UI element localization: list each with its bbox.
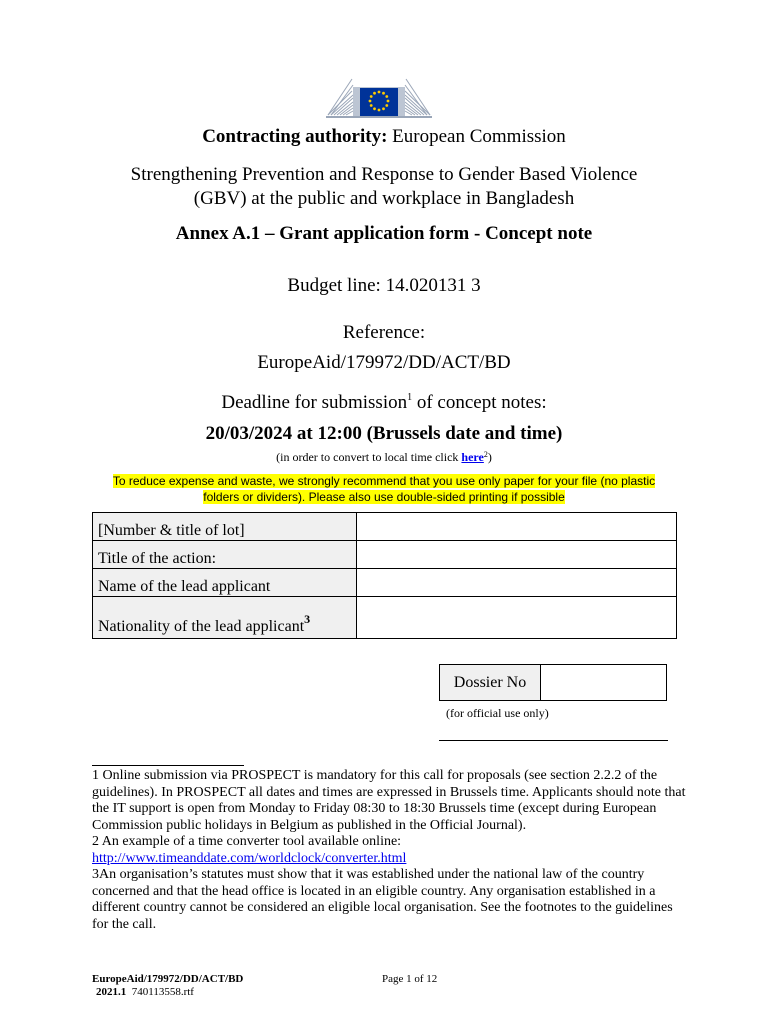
application-info-table [92, 512, 677, 639]
convert-here-link[interactable]: here [461, 450, 484, 464]
lot-field[interactable] [357, 513, 677, 541]
time-converter-link[interactable]: http://www.timeanddate.com/worldclock/converter.html [92, 850, 407, 866]
dossier-table [439, 664, 667, 701]
lead-applicant-label: Name of the lead applicant [93, 569, 357, 597]
time-convert-note [0, 450, 768, 465]
project-title-line2: (GBV) at the public and workplace in Bangladesh [193, 188, 575, 209]
lot-label: [Number & title of lot] [93, 513, 357, 541]
page-number: Page 1 of 12 [382, 973, 438, 985]
contracting-authority [0, 126, 768, 148]
footnote-ref-2[interactable]: 2 [483, 450, 488, 459]
european-commission-logo [326, 71, 432, 120]
nationality-field[interactable] [357, 597, 677, 639]
reference-value: EuropeAid/179972/DD/ACT/BD [257, 352, 511, 373]
contracting-label: Contracting authority: [202, 126, 388, 147]
budget-line: Budget line: 14.020131 3 [287, 275, 481, 296]
action-title-label: Title of the action: [93, 541, 357, 569]
table-row [93, 569, 677, 597]
deadline-label-pre: Deadline for submission [221, 392, 408, 413]
footnote-ref-3[interactable]: 3 [304, 612, 311, 626]
contracting-value: European Commission [392, 126, 566, 147]
table-row [440, 665, 667, 701]
footnote-1: 1 Online submission via PROSPECT is mandatory for this call for proposals (see section 2.2.2 of the guidelines). In PROSPECT all dates and times are expressed in Brussels time. Applicants should note that the IT support is open from Monday to Friday 08:30 to 18:30 Brussels time (except during European Commission public holidays in Belgium as published in the Official Journal). [92, 768, 686, 833]
reference [0, 318, 768, 378]
footnote-ref-1[interactable]: 1 [407, 392, 413, 403]
footnote-3: 3An organisation’s statutes must show that it was established under the national law of the country concerned and that the head office is located in an eligible country. Any organisation established in a different country cannot be considered an eligible local organisation. See the footnotes to the guidelines for the call. [92, 867, 673, 932]
convert-post: ) [487, 450, 492, 464]
lead-applicant-field[interactable] [357, 569, 677, 597]
footnotes [92, 768, 692, 933]
file-name: 740113558.rtf [131, 986, 194, 998]
footnote-separator [92, 765, 244, 766]
table-row [93, 597, 677, 639]
notice-line2: folders or dividers). Please also use double-sided printing if possible [203, 490, 565, 504]
footer-reference: EuropeAid/179972/DD/ACT/BD [92, 973, 244, 985]
deadline-value: 20/03/2024 at 12:00 (Brussels date and time) [205, 423, 563, 444]
table-row [93, 513, 677, 541]
nationality-label-cell [93, 597, 357, 639]
version: 2021.1 [96, 986, 127, 998]
project-title-line1: Strengthening Prevention and Response to Gender Based Violence [130, 164, 638, 185]
nationality-label: Nationality of the lead applicant [98, 618, 305, 635]
paper-notice [0, 473, 768, 505]
dossier-label: Dossier No [440, 665, 541, 701]
signature-line [439, 740, 668, 741]
reference-label: Reference: [342, 322, 426, 343]
notice-line1: To reduce expense and waste, we strongly recommend that you use only paper for your file (no plastic [112, 474, 656, 488]
action-title-field[interactable] [357, 541, 677, 569]
annex-title: Annex A.1 – Grant application form - Concept note [175, 223, 593, 244]
deadline-label [0, 392, 768, 414]
footer-version [96, 986, 194, 998]
deadline-label-post: of concept notes: [412, 392, 547, 413]
official-use-note: (for official use only) [446, 706, 549, 720]
table-row [93, 541, 677, 569]
dossier-field[interactable] [541, 665, 667, 701]
project-title [0, 163, 768, 211]
footnote-2: 2 An example of a time converter tool available online: [92, 834, 402, 849]
convert-pre: (in order to convert to local time click [276, 450, 462, 464]
